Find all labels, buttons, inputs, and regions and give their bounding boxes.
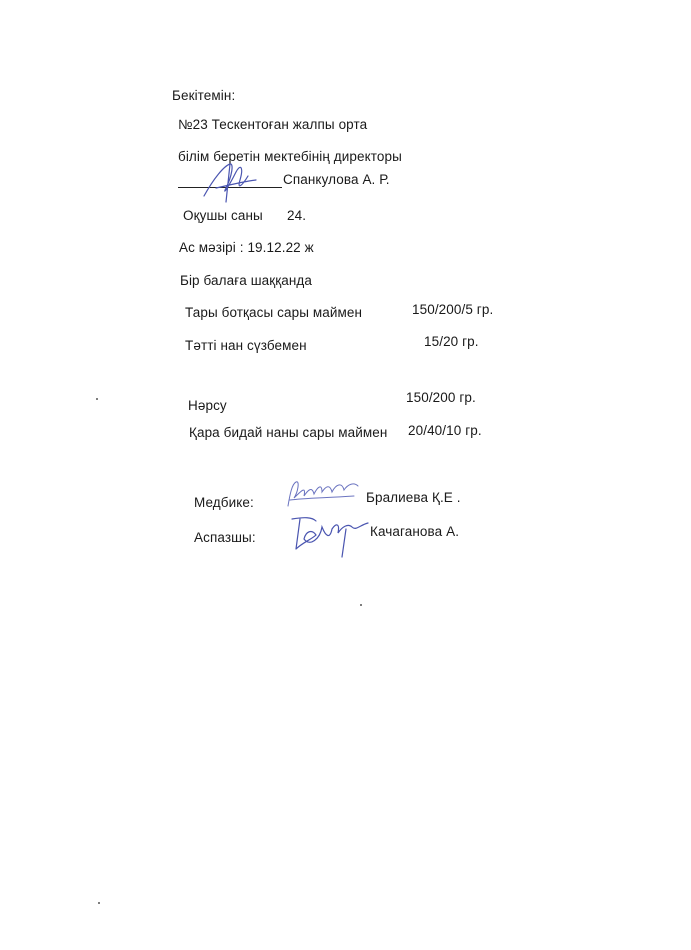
menu-item-name: Тәтті нан сүзбемен — [185, 338, 307, 353]
director-signature — [196, 158, 266, 208]
menu-item-portion: 150/200/5 гр. — [412, 302, 494, 317]
menu-item-portion: 150/200 гр. — [406, 390, 476, 405]
approve-label: Бекітемін: — [172, 88, 236, 103]
students-label: Оқушы саны — [183, 208, 263, 223]
per-child-label: Бір балаға шаққанда — [180, 273, 313, 288]
menu-item-portion: 15/20 гр. — [424, 334, 479, 349]
menu-item-name: Нәрсу — [188, 398, 227, 413]
menu-date: Ас мәзірі : 19.12.22 ж — [179, 240, 314, 255]
students-count: 24. — [287, 208, 307, 223]
scan-speck — [96, 398, 98, 400]
cook-name: Качаганова А. — [370, 524, 460, 539]
menu-item-name: Тары ботқасы сары маймен — [185, 305, 363, 320]
nurse-name: Бралиева Қ.Е . — [366, 490, 461, 505]
school-line: №23 Тескентоған жалпы орта — [178, 117, 368, 132]
scan-speck — [360, 604, 362, 606]
menu-item-portion: 20/40/10 гр. — [408, 423, 482, 438]
director-line: білім беретін мектебінің директоры — [178, 149, 402, 164]
scan-speck — [98, 902, 100, 904]
cook-signature — [282, 509, 374, 561]
director-name: Спанкулова А. Р. — [283, 172, 390, 187]
nurse-label: Медбике: — [194, 495, 254, 510]
cook-label: Аспазшы: — [194, 530, 256, 545]
menu-item-name: Қара бидай наны сары маймен — [189, 425, 388, 440]
